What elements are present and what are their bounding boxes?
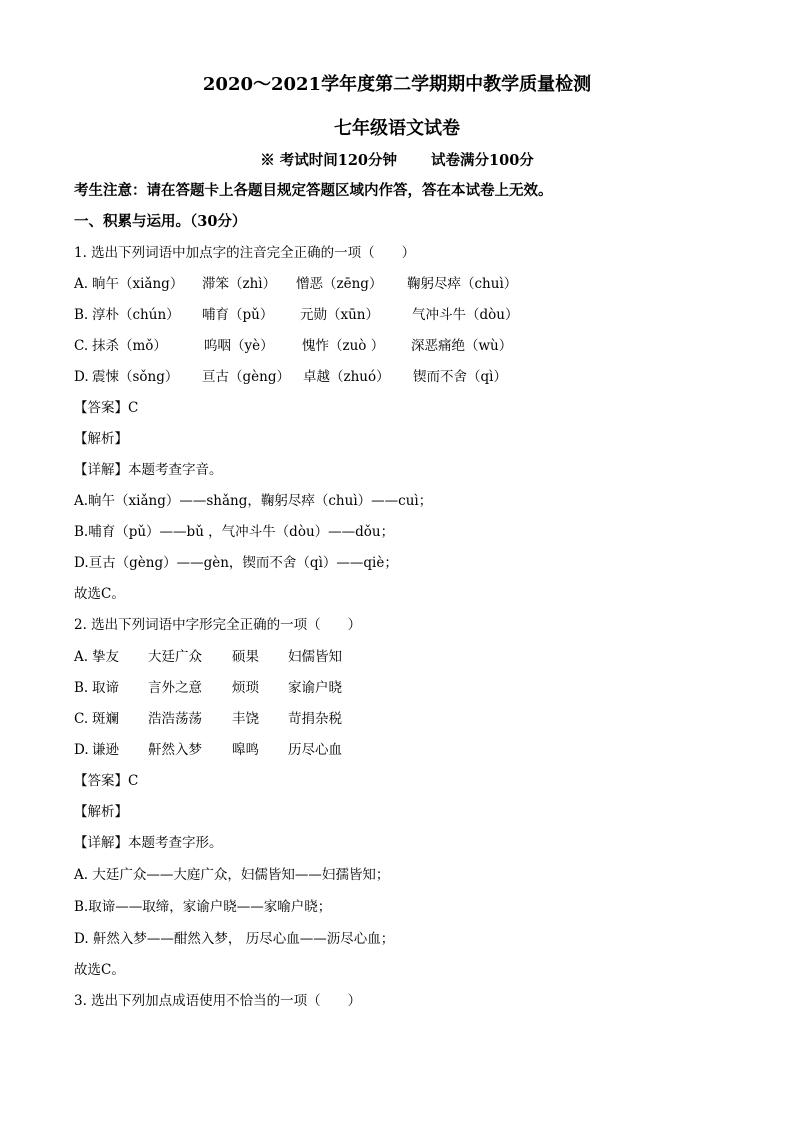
option-item: 深恶痛绝（wù）: [411, 338, 513, 354]
option-letter: C.: [74, 711, 89, 727]
q2-conclusion: 故选C。: [74, 962, 125, 978]
option-item: 挚友: [92, 649, 119, 665]
q1-option-c: [74, 337, 754, 355]
option-item: 鞠躬尽瘁（chuì）: [407, 276, 518, 292]
q2-detail: 【详解】本题考查字形。: [74, 835, 223, 851]
exam-title: 2020～2021学年度第二学期期中教学质量检测: [202, 74, 592, 95]
q1-answer: 【答案】C: [74, 400, 139, 416]
option-letter: D.: [74, 369, 89, 385]
exam-time: ※ 考试时间120分钟: [260, 152, 398, 169]
q2-option-b: [74, 679, 754, 697]
option-item: 愧怍（zuò ）: [302, 338, 385, 354]
option-item: 滞笨（zhì）: [202, 276, 277, 292]
option-letter: D.: [74, 742, 89, 758]
q1-stem: 1. 选出下列词语中加点字的注音完全正确的一项（ ）: [74, 245, 416, 261]
q2-option-d: [74, 741, 754, 759]
option-item: 憎恶（zēng）: [296, 276, 383, 292]
option-item: 鼾然入梦: [148, 742, 202, 758]
q1-analysis: 【解析】: [74, 431, 128, 447]
exam-notice: 考生注意：请在答题卡上各题目规定答题区域内作答，答在本试卷上无效。: [74, 182, 553, 199]
option-item: 浩浩荡荡: [148, 711, 202, 727]
q1-conclusion: 故选C。: [74, 586, 125, 602]
q1-explain-b: B.哺育（pǔ）——bǔ ，气冲斗牛（dòu）——dǒu；: [74, 524, 395, 540]
option-item: 丰饶: [232, 711, 259, 727]
option-letter: C.: [74, 338, 89, 354]
option-item: 淳朴（chún）: [92, 307, 180, 323]
exam-score: 试卷满分100分: [431, 152, 534, 169]
option-item: 大廷广众: [148, 649, 202, 665]
option-item: 气冲斗牛（dòu）: [412, 307, 519, 323]
option-item: 亘古（gèng）: [202, 369, 290, 385]
option-item: 卓越（zhuó）: [303, 369, 390, 385]
option-item: 震悚（sǒng）: [92, 369, 179, 385]
option-letter: B.: [74, 307, 89, 323]
option-item: 历尽心血: [288, 742, 342, 758]
option-item: 谦逊: [92, 742, 119, 758]
option-item: 哺育（pǔ）: [202, 307, 274, 323]
option-item: 斑斓: [92, 711, 119, 727]
q1-explain-d: D.亘古（gèng）——gèn，锲而不舍（qì）——qiè；: [74, 555, 398, 571]
q2-stem: 2. 选出下列词语中字形完全正确的一项（ ）: [74, 617, 362, 633]
option-letter: B.: [74, 680, 89, 696]
exam-subtitle: 七年级语文试卷: [334, 118, 460, 139]
option-item: 晌午（xiǎng）: [92, 276, 184, 292]
q2-option-a: [74, 648, 754, 666]
q2-answer: 【答案】C: [74, 773, 139, 789]
option-letter: A.: [74, 276, 89, 292]
option-item: 嗥鸣: [232, 742, 259, 758]
option-item: 硕果: [232, 649, 259, 665]
option-item: 取谛: [92, 680, 119, 696]
q2-explain-d: D. 鼾然入梦——酣然入梦， 历尽心血——沥尽心血；: [74, 931, 395, 947]
q2-analysis: 【解析】: [74, 804, 128, 820]
q2-explain-a: A. 大廷广众——大庭广众，妇儒皆知——妇孺皆知；: [74, 867, 390, 883]
q2-option-c: [74, 710, 754, 728]
q2-explain-b: B.取谛——取缔，家谕户晓——家喻户晓；: [74, 899, 332, 915]
option-item: 元勋（xūn）: [300, 307, 380, 323]
option-item: 呜咽（yè）: [204, 338, 274, 354]
option-item: 锲而不舍（qì）: [413, 369, 507, 385]
option-item: 苛捐杂税: [288, 711, 342, 727]
q1-option-d: [74, 368, 754, 386]
q1-option-b: [74, 306, 754, 324]
q1-detail: 【详解】本题考查字音。: [74, 462, 223, 478]
option-item: 烦琐: [232, 680, 259, 696]
option-letter: A.: [74, 649, 89, 665]
exam-info: [0, 149, 794, 170]
q1-explain-a: A.晌午（xiǎng）——shǎng，鞠躬尽瘁（chuì）——cuì；: [74, 493, 433, 509]
option-item: 言外之意: [148, 680, 202, 696]
option-item: 妇儒皆知: [288, 649, 342, 665]
q3-stem: 3. 选出下列加点成语使用不恰当的一项（ ）: [74, 993, 362, 1009]
q1-option-a: [74, 275, 754, 293]
option-item: 家谕户晓: [288, 680, 342, 696]
option-item: 抹杀（mǒ）: [92, 338, 167, 354]
section-heading: 一、积累与运用。（30分）: [74, 213, 247, 230]
